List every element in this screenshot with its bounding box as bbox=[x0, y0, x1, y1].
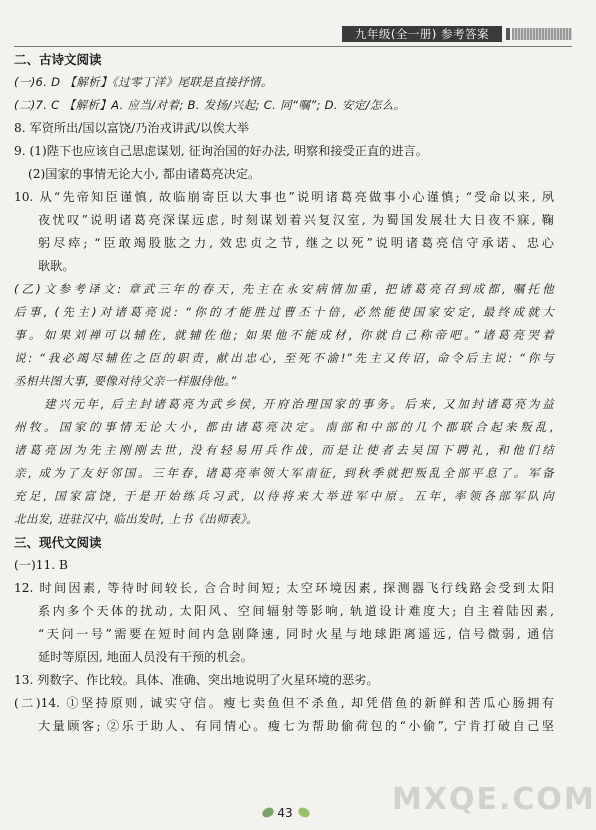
text-line: 亲, 成为了友好邻国。三年春, 诸葛亮率领大军南征, 到秋季就把叛乱全部平息了。军备 bbox=[14, 466, 554, 480]
text-line: 说: “我必竭尽辅佐之臣的职责, 献出忠心, 至死不渝!”先主又传诏, 命令后主说: “你与 bbox=[14, 351, 554, 365]
header-stripe-decoration bbox=[512, 28, 572, 40]
header-divider bbox=[14, 46, 572, 47]
text-line: 后事, (先主)对诸葛亮说: “你的才能胜过曹丕十倍, 必然能使国家安定, 最终成就大 bbox=[14, 305, 554, 319]
text-line: 事。如果刘禅可以辅佐, 就辅佐他; 如果他不能成材, 你就自己称帝吧。”诸葛亮哭着 bbox=[14, 328, 554, 342]
text-line: 8. 军资所出/国以富饶/乃治戎讲武/以俟大举 bbox=[14, 121, 250, 135]
text-line: 耿耿。 bbox=[38, 259, 75, 273]
text-line: 系内多个天体的扰动, 太阳风、空间辐射等影响, 轨道设计难度大; 自主着陆因素, bbox=[38, 604, 554, 618]
text-line: 10. 从“先帝知臣谨慎, 故临崩寄臣以大事也”说明诸葛亮做事小心谨慎; “受命以来, 夙 bbox=[14, 190, 554, 204]
text-line: 延时等原因, 地面人员没有干预的机会。 bbox=[38, 650, 253, 664]
text-line: 9. (1)陛下也应该自己思虑谋划, 征询治国的好办法, 明察和接受正直的进言。 bbox=[14, 144, 428, 158]
text-line: (2)国家的事情无论大小, 都由诸葛亮决定。 bbox=[28, 167, 261, 181]
text-line: 丞相共图大事, 要像对待父亲一样服侍他。” bbox=[14, 374, 237, 388]
header-title: 九年级(全一册) 参考答案 bbox=[342, 26, 502, 42]
text-line: 北出发, 进驻汉中, 临出发时, 上书《出师表》。 bbox=[14, 512, 259, 526]
text-line: 建兴元年, 后主封诸葛亮为武乡侯, 开府治理国家的事务。后来, 又加封诸葛亮为益 bbox=[44, 397, 554, 411]
text-line: (一)11. B bbox=[14, 558, 68, 572]
page-header bbox=[0, 0, 572, 46]
text-line: 充足, 国家富饶, 于是开始练兵习武, 以待将来大举进军中原。五年, 率领各部军队向 bbox=[14, 489, 554, 503]
section-heading: 三、现代文阅读 bbox=[14, 535, 102, 550]
text-line: (二)14. ①坚持原则, 诚实守信。瘦七卖鱼但不杀鱼, 却凭借鱼的新鲜和苦瓜心肠拥有 bbox=[14, 696, 554, 710]
text-line: “天问一号”需要在短时间内急剧降速, 同时火星与地球距离遥远, 信号微弱, 通信 bbox=[38, 627, 554, 641]
header-bar-decoration bbox=[506, 28, 510, 40]
text-line: 躬尽瘁; “臣敢竭股肱之力, 效忠贞之节, 继之以死”说明诸葛亮信守承诺、忠心 bbox=[38, 236, 554, 250]
text-line: 夜忧叹”说明诸葛亮深谋远虑, 时刻谋划着兴复汉室, 为蜀国发展壮大日夜不寐, 鞠 bbox=[38, 213, 554, 227]
text-line: 诸葛亮因为先主刚刚去世, 没有轻易用兵作战, 而是让使者去吴国下聘礼, 和他们结 bbox=[14, 443, 554, 457]
text-line: 大量顾客; ②乐于助人、有同情心。瘦七为帮助偷荷包的“小偷”, 宁肯打破自己坚 bbox=[38, 719, 554, 733]
text-line: 州牧。国家的事情无论大小, 都由诸葛亮决定。南部和中部的几个郡联合起来叛乱, bbox=[14, 420, 554, 434]
text-line: (二)7. C 【解析】A. 应当/对着; B. 发扬/兴起; C. 同“嘱”; D. 安定/怎么。 bbox=[14, 98, 406, 112]
text-line: 13. 列数字、作比较。具体、准确、突出地说明了火星环境的恶劣。 bbox=[14, 673, 379, 687]
watermark: MXQE.COM bbox=[392, 782, 596, 817]
section-heading: 二、古诗文阅读 bbox=[14, 52, 102, 67]
page-number: 43 bbox=[277, 806, 293, 820]
text-line: 12. 时间因素, 等待时间较长, 合合时间短; 太空环境因素, 探测器飞行线路会受到太阳 bbox=[14, 581, 554, 595]
text-line: (乙)文参考译文: 章武三年的春天, 先主在永安病情加重, 把诸葛亮召到成都, 嘱托他 bbox=[14, 282, 554, 296]
answer-content bbox=[14, 48, 554, 738]
text-line: (一)6. D 【解析】《过零丁洋》尾联是直接抒情。 bbox=[14, 75, 273, 89]
